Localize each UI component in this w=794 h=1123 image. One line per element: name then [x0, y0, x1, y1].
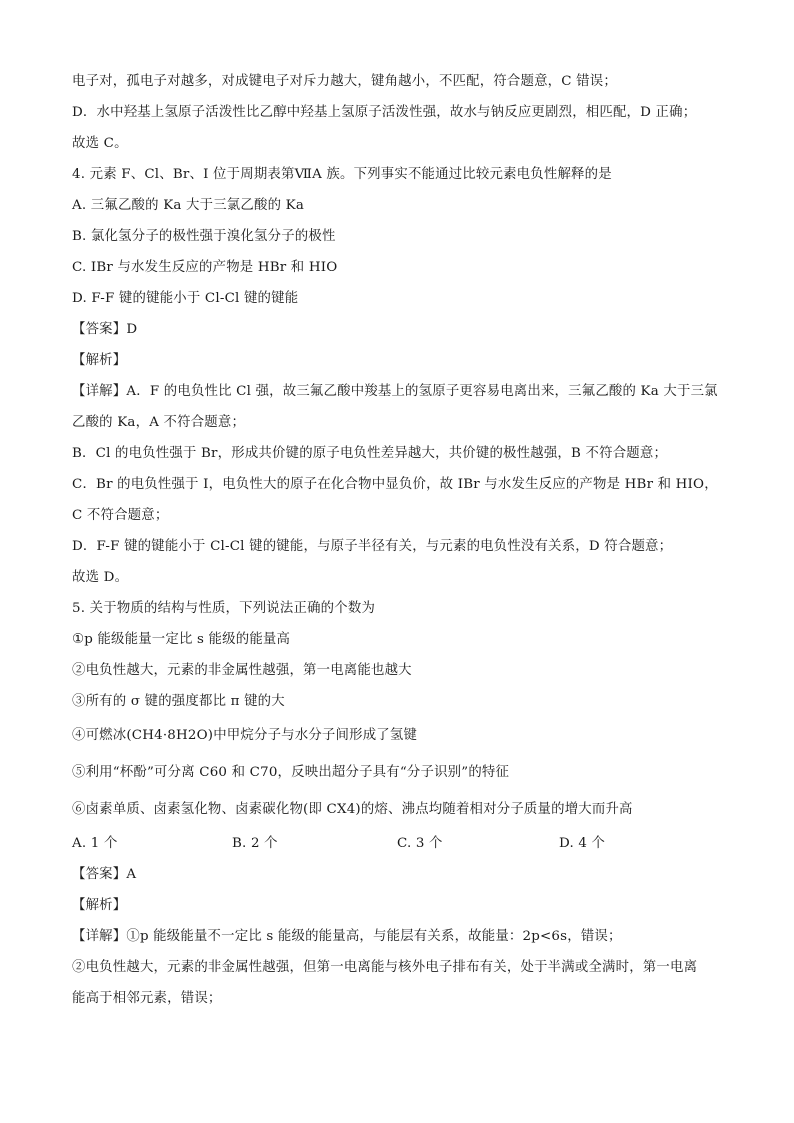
- document-page: [72, 66, 732, 1014]
- question-4-option-c: C. IBr 与水发生反应的产物是 HBr 和 HIO: [72, 260, 338, 275]
- statement-3: ③所有的 σ 键的强度都比 π 键的大: [72, 694, 285, 709]
- text-line: 故选 C。: [72, 136, 128, 151]
- question-5-options: [72, 828, 732, 859]
- question-4-option-b: B. 氯化氢分子的极性强于溴化氢分子的极性: [72, 229, 336, 244]
- option-a: A. 1 个: [72, 836, 118, 851]
- statement-5: ⑤利用“杯酚”可分离 C60 和 C70，反映出超分子具有“分子识别”的特征: [72, 765, 510, 780]
- analysis-label: 【解析】: [72, 898, 127, 913]
- statement-6: ⑥卤素单质、卤素氢化物、卤素碳化物(即 CX4)的熔、沸点均随着相对分子质量的增大而升高: [72, 802, 633, 817]
- option-c: C. 3 个: [397, 836, 443, 851]
- text-line: 乙酸的 Ka，A 不符合题意；: [72, 415, 246, 430]
- text-line: 能高于相邻元素，错误；: [72, 991, 222, 1006]
- text-line: B．Cl 的电负性强于 Br，形成共价键的原子电负性差异越大，共价键的极性越强，B 不符合题意；: [72, 446, 668, 461]
- statement-2: ②电负性越大，元素的非金属性越强，第一电离能也越大: [72, 663, 412, 678]
- statement-1: ①p 能级能量一定比 s 能级的能量高: [72, 632, 291, 647]
- question-4-option-a: A. 三氟乙酸的 Ka 大于三氯乙酸的 Ka: [72, 198, 305, 213]
- text-line: D．水中羟基上氢原子活泼性比乙醇中羟基上氢原子活泼性强，故水与钠反应更剧烈，相匹配，D 正确；: [72, 105, 697, 120]
- statement-4: ④可燃冰(CH4·8H2O)中甲烷分子与水分子间形成了氢键: [72, 728, 418, 743]
- text-line: C．Br 的电负性强于 I，电负性大的原子在化合物中显负价，故 IBr 与水发生反应的产物是 HBr 和 HIO，: [72, 477, 718, 492]
- text-line: C 不符合题意；: [72, 508, 169, 523]
- answer-label: 【答案】D: [72, 322, 138, 337]
- text-line: 电子对，孤电子对越多，对成键电子对斥力越大，键角越小，不匹配，符合题意，C 错误；: [72, 74, 617, 89]
- question-4-option-d: D. F-F 键的键能小于 Cl-Cl 键的键能: [72, 291, 299, 306]
- analysis-label: 【解析】: [72, 353, 127, 368]
- question-5-stem: 5. 关于物质的结构与性质，下列说法正确的个数为: [72, 601, 376, 616]
- text-line: 故选 D。: [72, 570, 129, 585]
- answer-label: 【答案】A: [72, 867, 137, 882]
- text-line: 【详解】①p 能级能量不一定比 s 能级的能量高，与能层有关系，故能量：2p<6s，错误；: [72, 929, 622, 944]
- question-4-stem: 4. 元素 F、Cl、Br、I 位于周期表第ⅦA 族。下列事实不能通过比较元素电负性解释的是: [72, 167, 612, 182]
- option-b: B. 2 个: [232, 836, 278, 851]
- text-line: D．F-F 键的键能小于 Cl-Cl 键的键能，与原子半径有关，与元素的电负性没有关系，D 符合题意；: [72, 539, 673, 554]
- text-line: 【详解】A．F 的电负性比 Cl 强，故三氟乙酸中羧基上的氢原子更容易电离出来，三氟乙酸的 Ka 大于三氯: [72, 384, 718, 399]
- option-d: D. 4 个: [559, 836, 606, 851]
- text-line: ②电负性越大，元素的非金属性越强，但第一电离能与核外电子排布有关，处于半满或全满时，第一电离: [72, 960, 698, 975]
